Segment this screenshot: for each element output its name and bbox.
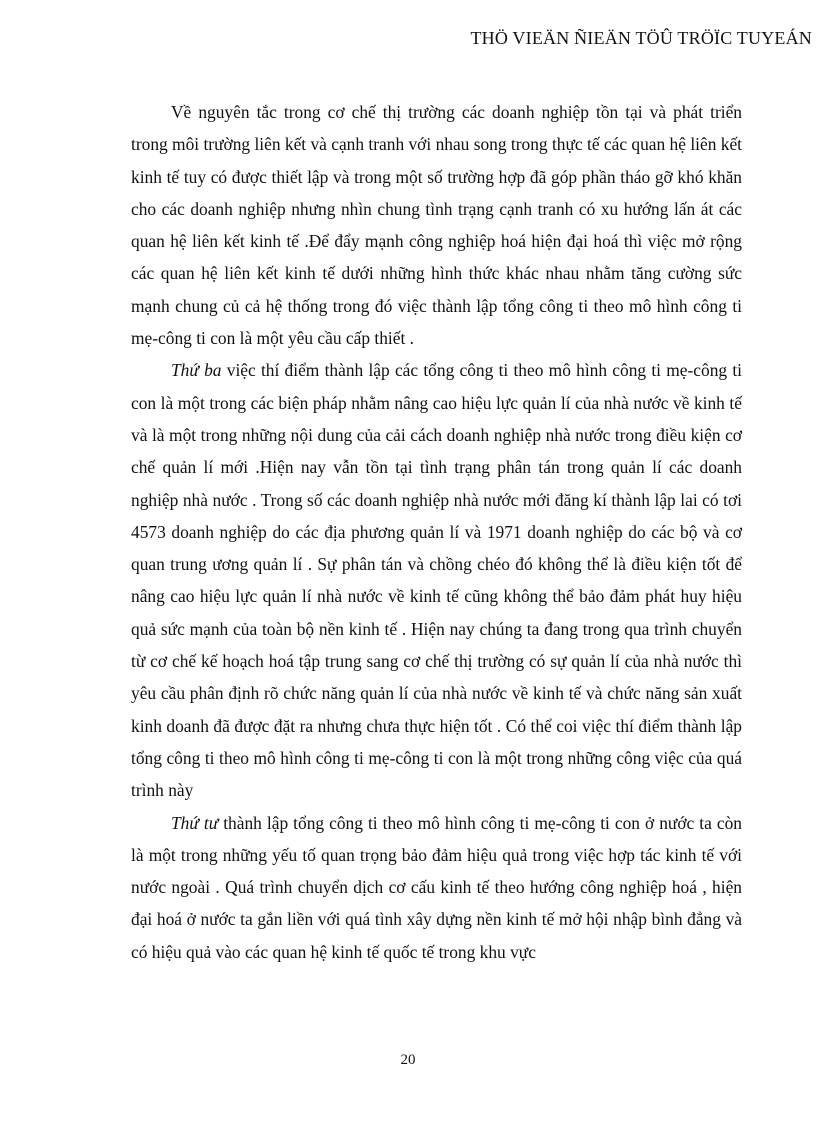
paragraph-text: thành lập tổng công ti theo mô hình công ti mẹ-công ti con ở nước ta còn là một trong những yếu tố quan trọng bảo đảm hiệu quả trong việc hợp tác kinh tế với nước ngoài . Quá trình chuyển dịch cơ cấu kinh tế theo hướng công nghiệp hoá , hiện đại hoá ở nước ta gắn liền với quá tình xây dựng nền kinh tế mở hội nhập bình đẳng và có hiệu quả vào các quan hệ kinh tế quốc tế trong khu vực [131, 812, 742, 962]
paragraph-thu-tu [131, 807, 742, 968]
paragraph-text: Về nguyên tắc trong cơ chế thị trường các doanh nghiệp tồn tại và phát triển trong môi trường liên kết và cạnh tranh với nhau song trong thực tế các quan hệ liên kết kinh tế tuy có được thiết lập và trong một số trường hợp đã góp phần tháo gỡ khó khăn cho các doanh nghiệp nhưng nhìn chung tình trạng cạnh tranh có xu hướng lấn át các quan hệ liên kết kinh tế .Để đẩy mạnh công nghiệp hoá hiện đại hoá thì việc mở rộng các quan hệ liên kết kinh tế dưới những hình thức khác nhau nhằm tăng cường sức mạnh chung củ cả hệ thống trong đó việc thành lập tổng công ti theo mô hình công ti mẹ-công ti con là một yêu cầu cấp thiết . [131, 102, 742, 349]
paragraph-lead: Thứ ba [171, 360, 222, 381]
page-header-title: THÖ VIEÄN ÑIEÄN TÖÛ TRÖÏC TUYEÁN [470, 28, 812, 48]
document-body [131, 96, 742, 968]
paragraph-thu-ba [131, 354, 742, 806]
paragraph-text: việc thí điểm thành lập các tổng công ti theo mô hình công ti mẹ-công ti con là một trong các biện pháp nhằm nâng cao hiệu lực quản lí của nhà nước về kinh tế và là một trong những nội dung của cải cách doanh nghiệp nhà nước trong điều kiện cơ chế quản lí mới .Hiện nay vẫn tồn tại tình trạng phân tán trong quản lí các doanh nghiệp nhà nước . Trong số các doanh nghiệp nhà nước mới đăng kí thành lập lai có tơi 4573 doanh nghiệp do các địa phương quản lí và 1971 doanh nghiệp do các bộ và cơ quan trung ương quản lí . Sự phân tán và chồng chéo đó không thể là điều kiện tốt để nâng cao hiệu lực quản lí nhà nước về kinh tế cũng không thể bảo đảm phát huy hiệu quả sức mạnh của toàn bộ nền kinh tế . Hiện nay chúng ta đang trong qua trình chuyển từ cơ chế kế hoạch hoá tập trung sang cơ chế thị trường có sự quản lí của nhà nước thì yêu cầu phân định rõ chức năng quản lí của nhà nước về kinh tế và chức năng sản xuất kinh doanh đã được đặt ra nhưng chưa thực hiện tốt . Có thể coi việc thí điểm thành lập tổng công ti theo mô hình công ti mẹ-công ti con là một trong những công việc của quá trình này [131, 360, 743, 801]
paragraph-principle [131, 96, 742, 354]
page-number: 20 [400, 1052, 416, 1068]
paragraph-lead: Thứ tư [171, 812, 219, 833]
